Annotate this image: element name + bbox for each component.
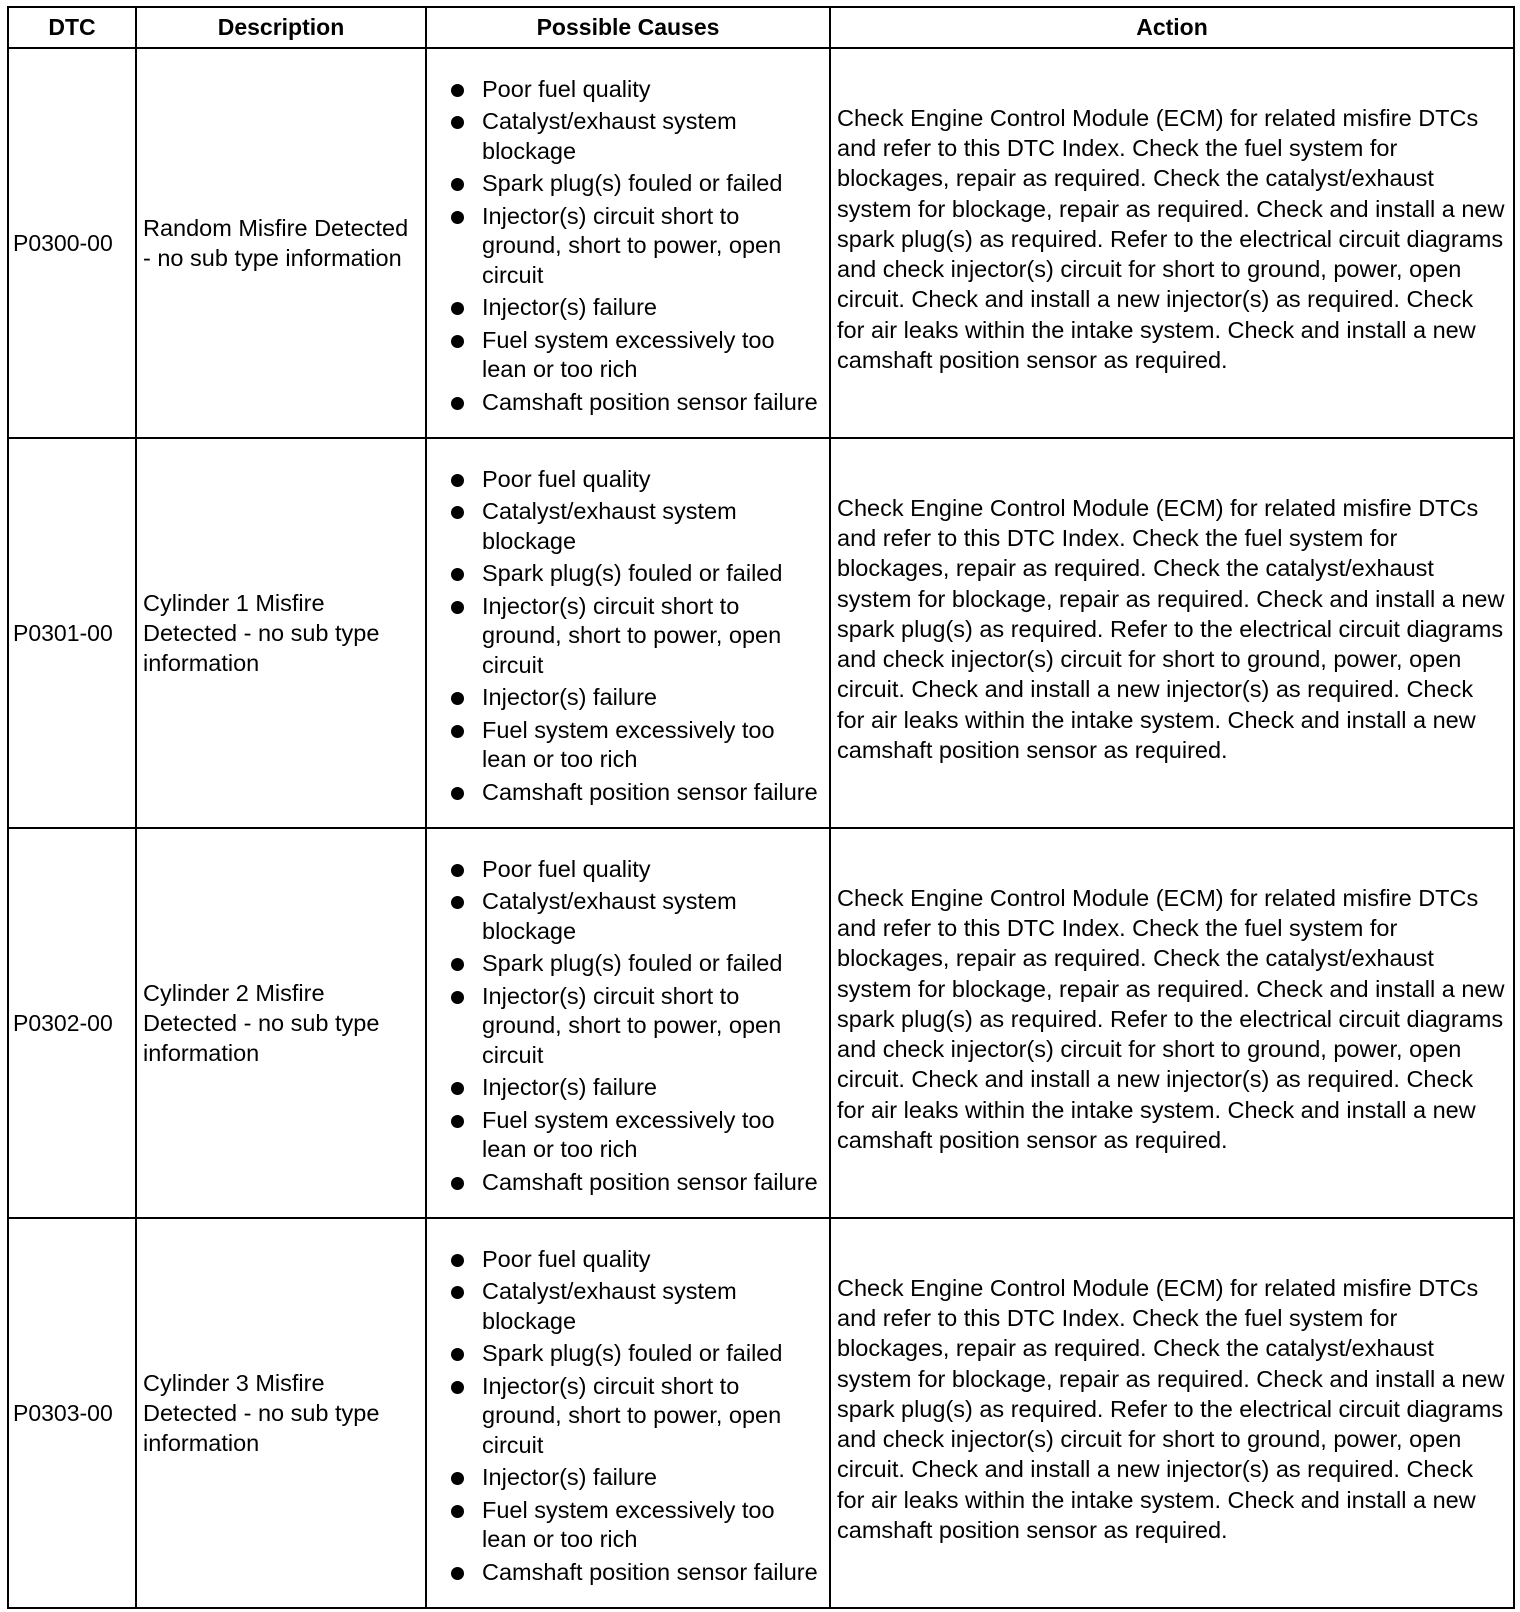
cause-item <box>427 1372 821 1461</box>
cause-item <box>427 592 821 681</box>
bullet-icon <box>451 601 464 614</box>
cause-item <box>427 1245 821 1275</box>
cause-item <box>427 855 821 885</box>
cause-list <box>427 465 821 808</box>
bullet-icon <box>451 211 464 224</box>
cause-text: Poor fuel quality <box>482 75 651 102</box>
cause-item <box>427 169 821 199</box>
dtc-action: Check Engine Control Module (ECM) for related misfire DTCs and refer to this DTC Index. Check the fuel system for blockages, repair as required. Check the catalyst/exhaust system for blockage, repair as required. Check and install a new spark plug(s) as required. Refer to the electrical circuit diagrams and check injector(s) circuit for short to ground, power, open circuit. Check and install a new injector(s) as required. Check for air leaks within the intake system. Check and install a new camshaft position sensor as required. <box>830 48 1514 438</box>
dtc-action: Check Engine Control Module (ECM) for related misfire DTCs and refer to this DTC Index. Check the fuel system for blockages, repair as required. Check the catalyst/exhaust system for blockage, repair as required. Check and install a new spark plug(s) as required. Refer to the electrical circuit diagrams and check injector(s) circuit for short to ground, power, open circuit. Check and install a new injector(s) as required. Check for air leaks within the intake system. Check and install a new camshaft position sensor as required. <box>830 438 1514 828</box>
table-row <box>8 438 1514 828</box>
header-description: Description <box>136 7 426 48</box>
cause-item <box>427 293 821 323</box>
header-dtc: DTC <box>8 7 136 48</box>
cause-text: Poor fuel quality <box>482 465 651 492</box>
cause-item <box>427 887 821 946</box>
dtc-description: Random Misfire Detected - no sub type information <box>136 48 426 438</box>
cause-item <box>427 1106 821 1165</box>
cause-text: Camshaft position sensor failure <box>482 778 818 805</box>
bullet-icon <box>451 568 464 581</box>
possible-causes <box>426 48 830 438</box>
cause-item <box>427 75 821 105</box>
cause-text: Fuel system excessively too lean or too rich <box>482 716 775 773</box>
cause-list <box>427 75 821 418</box>
bullet-icon <box>451 1567 464 1580</box>
bullet-icon <box>451 896 464 909</box>
cause-text: Spark plug(s) fouled or failed <box>482 950 783 977</box>
dtc-table-container <box>7 6 1515 1609</box>
cause-item <box>427 1168 821 1198</box>
cause-item <box>427 1073 821 1103</box>
cause-text: Injector(s) failure <box>482 1074 657 1101</box>
dtc-description: Cylinder 3 Misfire Detected - no sub type information <box>136 1218 426 1608</box>
cause-text: Injector(s) failure <box>482 684 657 711</box>
bullet-icon <box>451 692 464 705</box>
cause-item <box>427 465 821 495</box>
bullet-icon <box>451 1348 464 1361</box>
cause-text: Camshaft position sensor failure <box>482 388 818 415</box>
bullet-icon <box>451 1381 464 1394</box>
cause-item <box>427 683 821 713</box>
cause-text: Catalyst/exhaust system blockage <box>482 1278 737 1334</box>
bullet-icon <box>451 991 464 1004</box>
cause-item <box>427 1277 821 1336</box>
bullet-icon <box>451 84 464 97</box>
cause-text: Injector(s) failure <box>482 294 657 321</box>
bullet-icon <box>451 1254 464 1267</box>
bullet-icon <box>451 302 464 315</box>
cause-text: Fuel system excessively too lean or too rich <box>482 1106 775 1163</box>
cause-text: Camshaft position sensor failure <box>482 1558 818 1585</box>
table-header-row <box>8 7 1514 48</box>
cause-text: Spark plug(s) fouled or failed <box>482 1340 783 1367</box>
bullet-icon <box>451 1472 464 1485</box>
dtc-action: Check Engine Control Module (ECM) for related misfire DTCs and refer to this DTC Index. Check the fuel system for blockages, repair as required. Check the catalyst/exhaust system for blockage, repair as required. Check and install a new spark plug(s) as required. Refer to the electrical circuit diagrams and check injector(s) circuit for short to ground, power, open circuit. Check and install a new injector(s) as required. Check for air leaks within the intake system. Check and install a new camshaft position sensor as required. <box>830 828 1514 1218</box>
cause-text: Poor fuel quality <box>482 855 651 882</box>
possible-causes <box>426 828 830 1218</box>
cause-text: Injector(s) circuit short to ground, short to power, open circuit <box>482 1372 782 1458</box>
possible-causes <box>426 438 830 828</box>
table-row <box>8 828 1514 1218</box>
cause-text: Catalyst/exhaust system blockage <box>482 888 737 944</box>
bullet-icon <box>451 1082 464 1095</box>
dtc-code: P0302-00 <box>8 828 136 1218</box>
dtc-code: P0303-00 <box>8 1218 136 1608</box>
bullet-icon <box>451 397 464 410</box>
dtc-code: P0301-00 <box>8 438 136 828</box>
cause-item <box>427 497 821 556</box>
cause-text: Fuel system excessively too lean or too rich <box>482 326 775 383</box>
cause-text: Injector(s) circuit short to ground, short to power, open circuit <box>482 982 782 1068</box>
table-row <box>8 48 1514 438</box>
dtc-table <box>7 6 1515 1609</box>
cause-text: Fuel system excessively too lean or too rich <box>482 1496 775 1553</box>
bullet-icon <box>451 787 464 800</box>
cause-text: Poor fuel quality <box>482 1245 651 1272</box>
dtc-action: Check Engine Control Module (ECM) for related misfire DTCs and refer to this DTC Index. Check the fuel system for blockages, repair as required. Check the catalyst/exhaust system for blockage, repair as required. Check and install a new spark plug(s) as required. Refer to the electrical circuit diagrams and check injector(s) circuit for short to ground, power, open circuit. Check and install a new injector(s) as required. Check for air leaks within the intake system. Check and install a new camshaft position sensor as required. <box>830 1218 1514 1608</box>
cause-text: Injector(s) circuit short to ground, short to power, open circuit <box>482 592 782 678</box>
bullet-icon <box>451 1286 464 1299</box>
cause-item <box>427 1463 821 1493</box>
cause-item <box>427 202 821 291</box>
bullet-icon <box>451 1505 464 1518</box>
bullet-icon <box>451 864 464 877</box>
cause-item <box>427 388 821 418</box>
cause-item <box>427 559 821 589</box>
cause-text: Catalyst/exhaust system blockage <box>482 108 737 164</box>
bullet-icon <box>451 506 464 519</box>
bullet-icon <box>451 1177 464 1190</box>
cause-item <box>427 949 821 979</box>
bullet-icon <box>451 178 464 191</box>
cause-list <box>427 855 821 1198</box>
cause-item <box>427 716 821 775</box>
cause-text: Spark plug(s) fouled or failed <box>482 560 783 587</box>
bullet-icon <box>451 725 464 738</box>
dtc-description: Cylinder 1 Misfire Detected - no sub type information <box>136 438 426 828</box>
bullet-icon <box>451 116 464 129</box>
cause-list <box>427 1245 821 1588</box>
cause-text: Camshaft position sensor failure <box>482 1168 818 1195</box>
cause-item <box>427 326 821 385</box>
cause-item <box>427 1496 821 1555</box>
dtc-description: Cylinder 2 Misfire Detected - no sub type information <box>136 828 426 1218</box>
cause-item <box>427 1558 821 1588</box>
cause-item <box>427 982 821 1071</box>
cause-text: Injector(s) circuit short to ground, short to power, open circuit <box>482 202 782 288</box>
header-possible-causes: Possible Causes <box>426 7 830 48</box>
header-action: Action <box>830 7 1514 48</box>
cause-text: Spark plug(s) fouled or failed <box>482 170 783 197</box>
cause-text: Injector(s) failure <box>482 1464 657 1491</box>
table-row <box>8 1218 1514 1608</box>
cause-item <box>427 778 821 808</box>
cause-item <box>427 1339 821 1369</box>
possible-causes <box>426 1218 830 1608</box>
bullet-icon <box>451 1115 464 1128</box>
bullet-icon <box>451 335 464 348</box>
cause-text: Catalyst/exhaust system blockage <box>482 498 737 554</box>
bullet-icon <box>451 474 464 487</box>
dtc-code: P0300-00 <box>8 48 136 438</box>
bullet-icon <box>451 958 464 971</box>
cause-item <box>427 107 821 166</box>
